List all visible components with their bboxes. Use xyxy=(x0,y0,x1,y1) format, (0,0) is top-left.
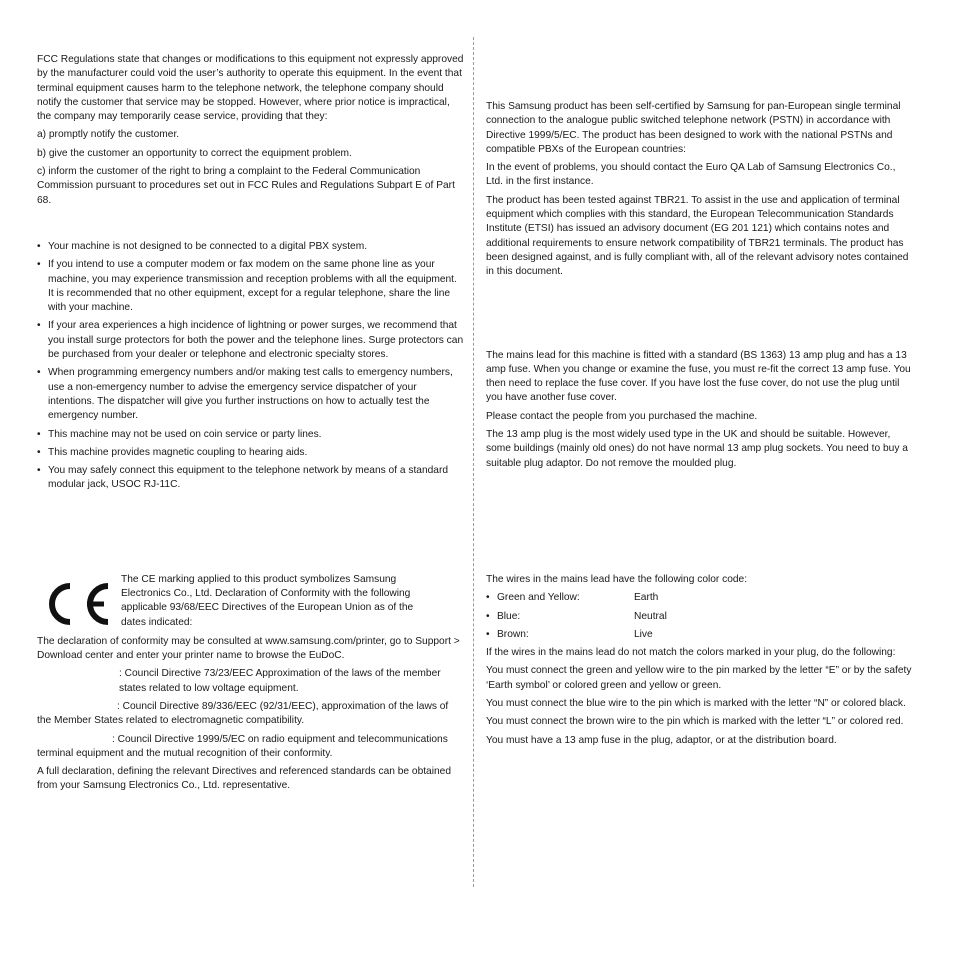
spacer xyxy=(486,284,914,349)
plug-adaptor-text: The 13 amp plug is the most widely used type in the UK and should be suitable. However, some buildings (mainly old ones) do not have normal 13 amp plug sockets. You need to buy a suitable plug adaptor. Do not remove the moulded plug. xyxy=(486,429,908,469)
wires-intro: The wires in the mains lead have the following color code: xyxy=(486,573,748,585)
directive-low-voltage: : Council Directive 73/23/EEC Approximation of the laws of the member states related to low voltage equipment. xyxy=(119,668,441,694)
wire-color-list xyxy=(486,591,914,642)
telephone-notes-list xyxy=(37,240,464,493)
pstn-certification: This Samsung product has been self-certified by Samsung for pan-European single terminal connection to the analogue public switched telephone network (PSTN) in accordance with Directive 1999/5/EC. The product has been designed to work with the national PSTNs and compatible PBXs of the European countries: xyxy=(486,101,901,155)
list-item: • When programming emergency numbers and/or making test calls to emergency numbers, use a non-emergency number to advise the emergency service dispatcher of your intentions. The dispatcher will give you further instructions on how to actually test the emergency number. xyxy=(37,366,464,423)
fcc-item-c: c) inform the customer of the right to bring a complaint to the Federal Communication Commission pursuant to procedures set out in FCC Rules and Regulations Subpart E of Part 68. xyxy=(37,166,455,206)
fcc-item-b: b) give the customer an opportunity to correct the equipment problem. xyxy=(37,147,352,159)
list-item: • This machine may not be used on coin service or party lines. xyxy=(37,428,464,442)
list-item: • This machine provides magnetic coupling to hearing aids. xyxy=(37,446,464,460)
list-item: • Brown: Live xyxy=(486,628,914,642)
spacer xyxy=(37,212,464,240)
ce-marking-text: The CE marking applied to this product symbolizes Samsung Electronics Co., Ltd. Declaration of Conformity with the following applicable 93/68/EEC Directives of the European Union as of the dates indicated: xyxy=(121,573,414,628)
plug-contact-text: Please contact the people from you purchased the machine. xyxy=(486,410,758,422)
fcc-item-a: a) promptly notify the customer. xyxy=(37,129,180,141)
spacer xyxy=(486,475,914,573)
full-declaration-text: A full declaration, defining the relevant Directives and referenced standards can be obtained from your Samsung Electronics Co., Ltd. representative. xyxy=(37,766,451,792)
plug-fuse-text: The mains lead for this machine is fitted with a standard (BS 1363) 13 amp plug and has a 13 amp fuse. When you change or examine the fuse, you must re-fit the correct 13 amp fuse. You then need to replace the fuse cover. If you have lost the fuse cover, do not use the plug until you have another fuse cover. xyxy=(486,349,911,404)
wires-mismatch-text: If the wires in the mains lead do not match the colors marked in your plug, do the following: xyxy=(486,647,896,659)
ce-marking-block xyxy=(37,573,464,631)
list-item: • Blue: Neutral xyxy=(486,610,914,624)
list-item: • Your machine is not designed to be connected to a digital PBX system. xyxy=(37,240,464,254)
pstn-tbr21: The product has been tested against TBR21. To assist in the use and application of terminal equipment which complies with this standard, the European Telecommunication Standards Institute (ETSI) has issued an advisory document (EG 201 121) which contains notes and additional requirements to ensure network compatibility of TBR21 terminals. The product has been designed against, and is fully compliant with, all of the relevant advisory notes contained in this document. xyxy=(486,194,909,278)
spacer xyxy=(486,53,914,100)
directive-emc: : Council Directive 89/336/EEC (92/31/EEC), approximation of the laws of the Member States related to electromagnetic compatibility. xyxy=(37,700,449,727)
left-column xyxy=(37,53,464,798)
right-column xyxy=(486,53,914,752)
ce-logo xyxy=(40,581,112,627)
pstn-problems: In the event of problems, you should contact the Euro QA Lab of Samsung Electronics Co., Ltd. in the first instance. xyxy=(486,162,896,188)
fcc-intro: FCC Regulations state that changes or modifications to this equipment not expressly approved by the manufacturer could void the user’s authority to operate this equipment. In the event that terminal equipment causes harm to the telephone network, the telephone company should notify the customer that service may be stopped. However, where prior notice is impractical, the company may temporarily cease service, providing that they: xyxy=(37,54,464,123)
wire-live-instruction: You must connect the brown wire to the pin which is marked with the letter “L” or colored red. xyxy=(486,716,904,728)
list-item: • If your area experiences a high incidence of lightning or power surges, we recommend that you install surge protectors for both the power and the telephone lines. Surge protectors can be purchased from your dealer or telephone and electronic specialty stores. xyxy=(37,319,464,362)
list-item: • If you intend to use a computer modem or fax modem on the same phone line as your machine, you may experience transmission and reception problems with all the equipment. It is recommended that no other equipment, except for a regular telephone, share the line with your machine. xyxy=(37,258,464,315)
column-divider xyxy=(473,37,474,887)
list-item: • You may safely connect this equipment to the telephone network by means of a standard modular jack, USOC RJ-11C. xyxy=(37,464,464,493)
list-item: • Green and Yellow: Earth xyxy=(486,591,914,605)
declaration-text: The declaration of conformity may be consulted at www.samsung.com/printer, go to Support > Download center and enter your printer name to browse the EuDoC. xyxy=(37,635,460,662)
wire-earth-instruction: You must connect the green and yellow wire to the pin marked by the letter “E” or by the safety ‘Earth symbol’ or colored green and yellow or green. xyxy=(486,665,912,691)
wire-neutral-instruction: You must connect the blue wire to the pin which is marked with the letter “N” or colored black. xyxy=(486,698,906,710)
directive-rtte: : Council Directive 1999/5/EC on radio equipment and telecommunications terminal equipment and the mutual recognition of their conformity. xyxy=(37,733,448,759)
spacer xyxy=(37,497,464,573)
fuse-instruction: You must have a 13 amp fuse in the plug, adaptor, or at the distribution board. xyxy=(486,734,837,746)
